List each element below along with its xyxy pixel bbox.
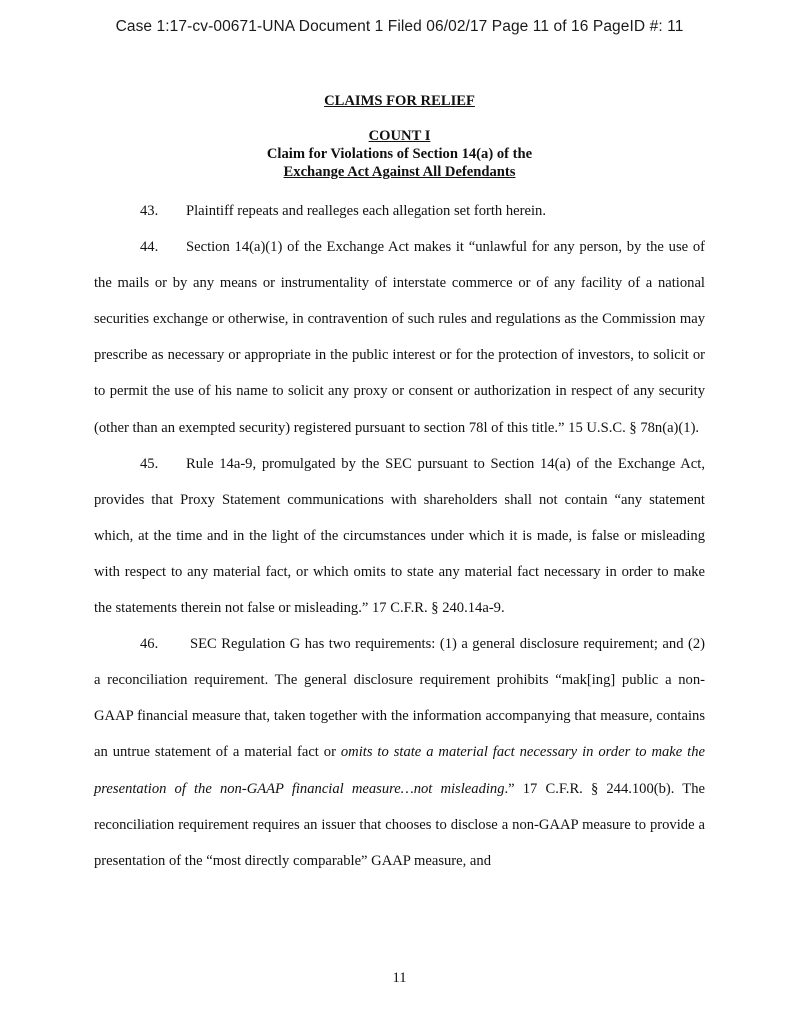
section-title: CLAIMS FOR RELIEF [324, 93, 475, 109]
paragraph-text: Section 14(a)(1) of the Exchange Act makes it “unlawful for any person, by the use of the mails or by any means or instrumentality of interstate commerce or of any facility of a national securities exchange or otherwise, in contravention of such rules and regulations as the Commission may prescribe as necessary or appropriate in the public interest or for the protection of investors, to solicit or to permit the use of his name to solicit any proxy or consent or authorization in respect of any security (other than an exempted security) registered pursuant to section 78l of this title.” 15 U.S.C. § 78n(a)(1). [94, 239, 705, 436]
page-number: 11 [392, 970, 407, 986]
document-body [94, 92, 705, 879]
paragraph-number: 45. [140, 455, 159, 472]
paragraph-text: SEC Regulation G has two requirements: (1) a general disclosure requirement; and (2) a reconciliation requirement. The general disclosure requirement prohibits “mak[ing] public a non-GAAP financial measure that, taken together with the information accompanying that measure, contains an untrue statement of a material fact or [94, 636, 705, 761]
count-title: COUNT I [368, 128, 431, 144]
count-subtitle-line2: Exchange Act Against All Defendants [283, 164, 516, 180]
paragraph-text-continued: .” 17 C.F.R. § 244.100(b). The reconciliation requirement requires an issuer that chooses to disclose a non-GAAP measure to provide a presentation of the “most directly comparable” GAAP measure, and [94, 780, 705, 869]
paragraph-43 [94, 193, 705, 229]
paragraph-number: 43. [140, 203, 159, 219]
paragraph-45 [94, 446, 705, 626]
count-heading [94, 127, 705, 181]
paragraph-number: 44. [140, 239, 159, 256]
paragraph-text: Rule 14a-9, promulgated by the SEC pursuant to Section 14(a) of the Exchange Act, provides that Proxy Statement communications with shareholders shall not contain “any statement which, at the time and in the light of the circumstances under which it is made, is false or misleading with respect to any material fact, or which omits to state any material fact necessary in order to make the statements therein not false or misleading.” 17 C.F.R. § 240.14a-9. [94, 455, 705, 617]
case-header: Case 1:17-cv-00671-UNA Document 1 Filed 06/02/17 Page 11 of 16 PageID #: 11 [115, 18, 684, 35]
paragraph-text-italic: omits to state a material fact necessary in order to make the presentation of the non-GAAP financial measure…not misleading [94, 744, 705, 797]
paragraph-46 [94, 626, 705, 879]
count-subtitle-line1: Claim for Violations of Section 14(a) of the [266, 146, 533, 162]
paragraph-44 [94, 229, 705, 446]
paragraph-text: Plaintiff repeats and realleges each allegation set forth herein. [186, 203, 546, 219]
paragraph-number: 46. [140, 636, 159, 653]
